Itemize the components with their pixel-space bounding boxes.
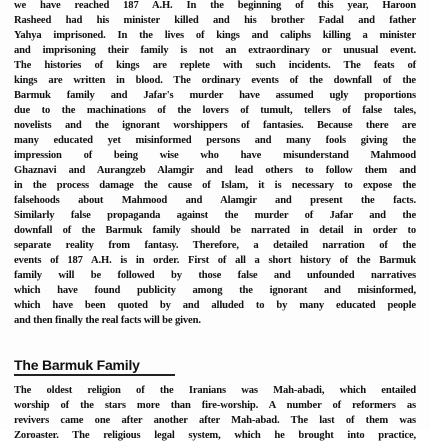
text-line: due to the machinations of the lovers of tumult, tellers of false tales, — [14, 105, 416, 116]
text-line: downfall of the Barmuk family should be narrated in detail in order to — [14, 225, 416, 236]
text-line: The histories of kings are replete with such incidents. The feats of — [14, 60, 416, 71]
text-line: kings are written in blood. The ordinary events of the downfall of the — [14, 75, 416, 86]
text-line: Rasheed had his minister killed and his brother Fadal and father — [14, 15, 416, 26]
text-line: which have been quoted by and alluded to by many educated people — [14, 300, 416, 311]
text-line: we have reached 187 A.H. In the beginning of this year, Haroon — [14, 0, 416, 11]
text-line: Similarly false propaganda against the murder of Jafar and the — [14, 210, 416, 221]
text-line: and then finally the real facts will be given. — [14, 315, 201, 326]
text-line: Yahya imprisoned. In the lives of kings and caliphs killing a minister — [14, 30, 416, 41]
text-line: Zoroaster. The religious legal system, which he brought into practice, — [14, 430, 416, 441]
heading-underline — [14, 374, 175, 376]
text-line: separate reality from fantasy. Therefore, a detailed narration of the — [14, 240, 416, 251]
text-line: and imprisoning their family is not an extraordinary or unusual event. — [14, 45, 416, 56]
text-line: Ghaznavi and Aurangzeb Alamgir and lead others to follow them and — [14, 165, 416, 176]
section-heading: The Barmuk Family — [14, 357, 140, 373]
text-line: Barmuk family and Jafar's murder have assumed ugly proportions — [14, 90, 416, 101]
text-line: many educated yet misinformed persons and many fools giving the — [14, 135, 416, 146]
text-line: which have found publicity among the ignorant and misinformed, — [14, 285, 416, 296]
text-line: impression of being wise who have misunderstand Mahmood — [14, 150, 416, 161]
text-line: family will be followed by those false and unfounded narratives — [14, 270, 416, 281]
text-line: The oldest religion of the Iranians was Mah-abadi, which entailed — [14, 385, 416, 396]
text-line: in the process damage the cause of Islam, it is necessary to expose the — [14, 180, 416, 191]
text-line: revivers came one after another after Mah-abad. The last of them was — [14, 415, 416, 426]
text-line: worship of the stars more than fire-worship. A number of reformers as — [14, 400, 416, 411]
text-line: events of 187 A.H. is in order. First of all a short history of the Barmuk — [14, 255, 416, 266]
text-line: falsehoods about Mahmood and Alamgir and present the facts. — [14, 195, 416, 206]
text-line: novelists and the ignorant worshippers of fantasies. Because there are — [14, 120, 416, 131]
